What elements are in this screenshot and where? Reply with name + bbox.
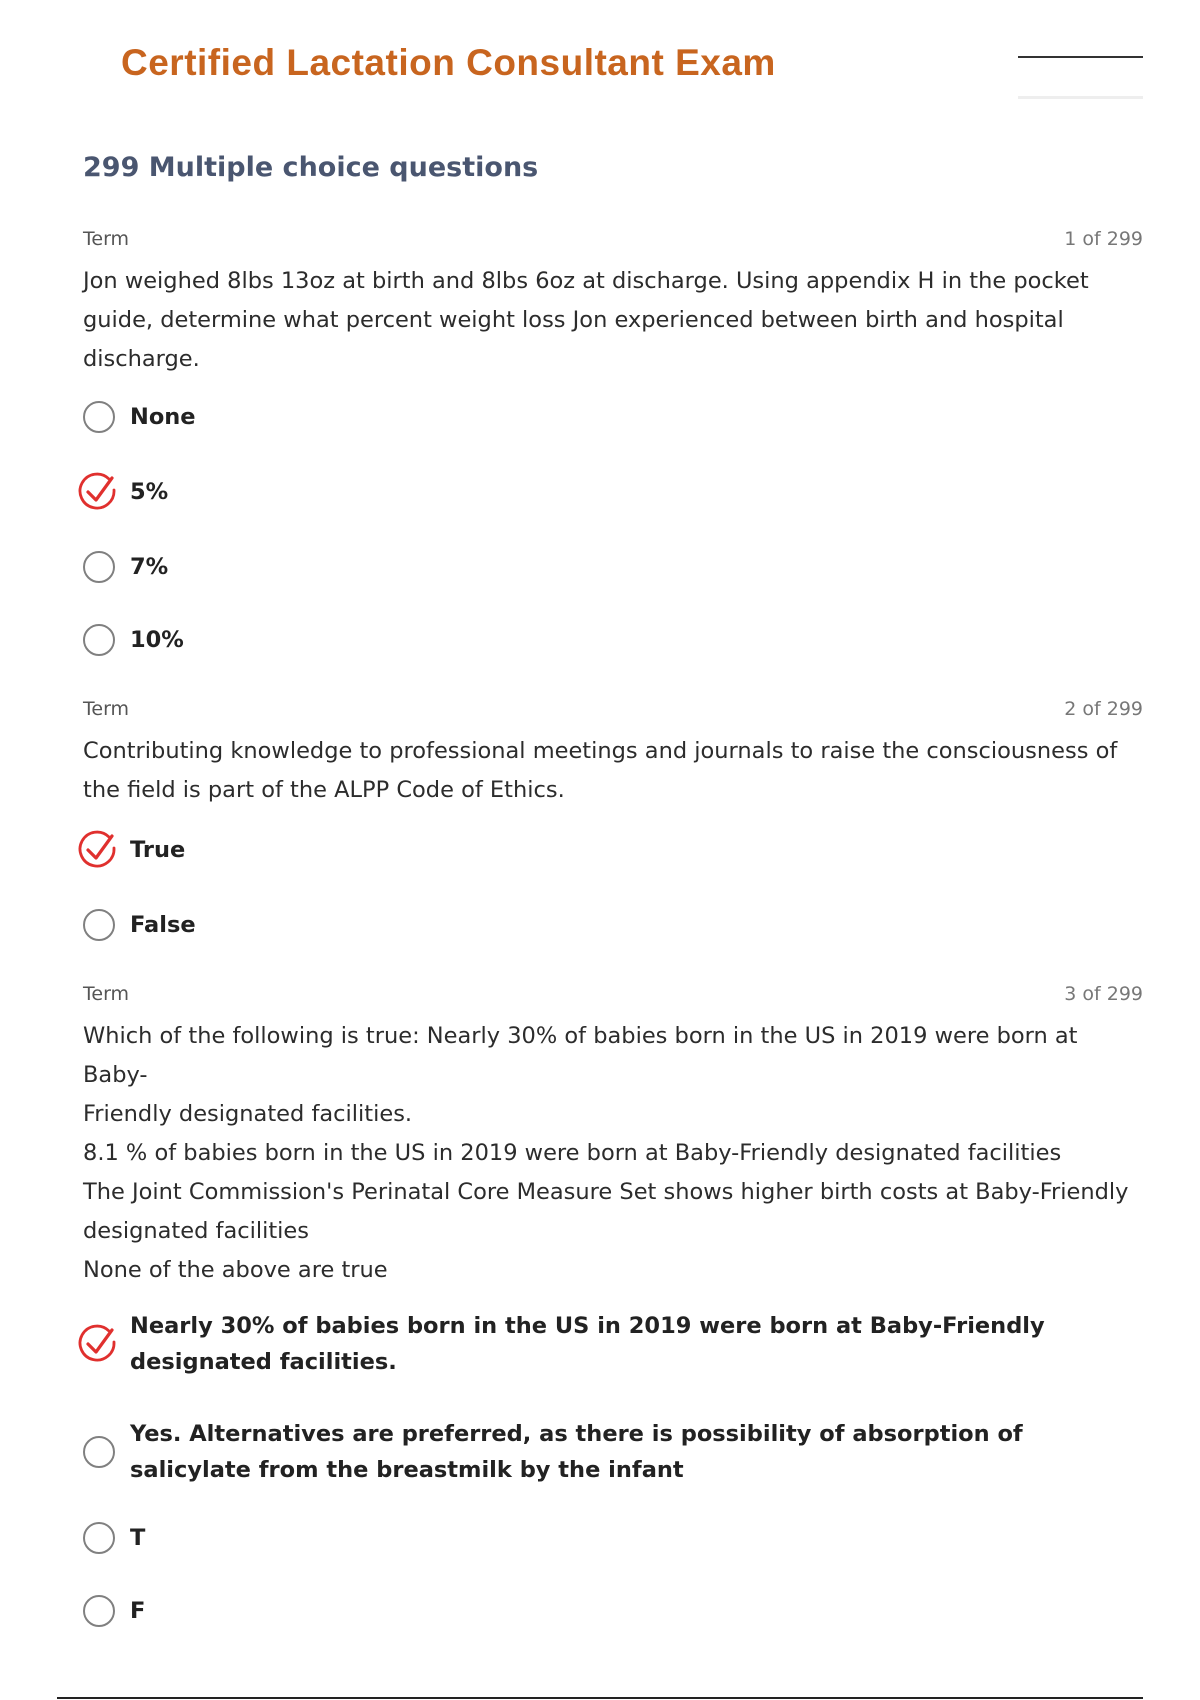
question-line: the field is part of the ALPP Code of Ethics. xyxy=(83,777,565,803)
term-header xyxy=(83,983,1143,1011)
answer-option[interactable] xyxy=(83,1591,1143,1631)
question-card xyxy=(83,228,1143,693)
term-label: Term xyxy=(83,983,130,1005)
question-text xyxy=(83,262,1143,379)
answer-label: 5% xyxy=(130,479,169,505)
radio-empty-icon[interactable] xyxy=(83,624,115,656)
header-divider xyxy=(1018,56,1143,58)
question-count-heading: 299 Multiple choice questions xyxy=(83,152,539,183)
answer-label: 7% xyxy=(130,554,169,580)
answer-option[interactable] xyxy=(83,905,1143,945)
radio-empty-icon[interactable] xyxy=(83,401,115,433)
checkmark-circle-icon[interactable] xyxy=(76,1322,120,1366)
question-line: discharge. xyxy=(83,346,200,372)
question-counter: 1 of 299 xyxy=(1064,228,1143,250)
exam-title: Certified Lactation Consultant Exam xyxy=(121,42,776,83)
question-counter: 3 of 299 xyxy=(1064,983,1143,1005)
answer-option[interactable] xyxy=(83,1416,1143,1488)
answer-option[interactable] xyxy=(83,1518,1143,1558)
answer-label: True xyxy=(130,837,186,863)
radio-empty-icon[interactable] xyxy=(83,1522,115,1554)
question-line: designated facilities xyxy=(83,1218,309,1244)
question-line: Friendly designated facilities. xyxy=(83,1101,413,1127)
answer-option-selected[interactable] xyxy=(83,470,1143,514)
answer-label: 10% xyxy=(130,627,184,653)
answer-option[interactable] xyxy=(83,547,1143,587)
question-line: Contributing knowledge to professional meetings and journals to raise the consciousness of xyxy=(83,738,1118,764)
answer-option-selected[interactable] xyxy=(83,1308,1143,1380)
answer-label: Yes. Alternatives are preferred, as there is possibility of absorption of salicylate from the breastmilk by the infant xyxy=(130,1421,1023,1483)
term-label: Term xyxy=(83,698,130,720)
answer-label: T xyxy=(130,1525,146,1551)
question-text xyxy=(83,1017,1143,1290)
answer-options xyxy=(83,1308,1143,1631)
answer-options xyxy=(83,828,1143,945)
term-header xyxy=(83,698,1143,726)
question-counter: 2 of 299 xyxy=(1064,698,1143,720)
question-line: Jon weighed 8lbs 13oz at birth and 8lbs 6oz at discharge. Using appendix H in the pocket xyxy=(83,268,1089,294)
question-line: None of the above are true xyxy=(83,1257,388,1283)
radio-empty-icon[interactable] xyxy=(83,909,115,941)
answer-label: None xyxy=(130,404,196,430)
checkmark-circle-icon[interactable] xyxy=(76,828,120,872)
answer-label: False xyxy=(130,912,196,938)
term-header xyxy=(83,228,1143,256)
answer-option[interactable] xyxy=(83,397,1143,437)
header-divider-light xyxy=(1018,96,1143,99)
radio-empty-icon[interactable] xyxy=(83,1595,115,1627)
answer-option[interactable] xyxy=(83,620,1143,660)
question-line: 8.1 % of babies born in the US in 2019 were born at Baby-Friendly designated facilities xyxy=(83,1140,1062,1166)
answer-label: F xyxy=(130,1598,146,1624)
question-line: Which of the following is true: Nearly 30% of babies born in the US in 2019 were born at Baby- xyxy=(83,1023,1078,1088)
radio-empty-icon[interactable] xyxy=(83,1436,115,1468)
term-label: Term xyxy=(83,228,130,250)
question-card xyxy=(83,983,1143,1664)
question-line: guide, determine what percent weight loss Jon experienced between birth and hospital xyxy=(83,307,1064,333)
answer-options xyxy=(83,397,1143,660)
question-card xyxy=(83,698,1143,978)
answer-label: Nearly 30% of babies born in the US in 2019 were born at Baby-Friendly designated facilities. xyxy=(130,1313,1045,1375)
question-line: The Joint Commission's Perinatal Core Measure Set shows higher birth costs at Baby-Friendly xyxy=(83,1179,1129,1205)
question-text xyxy=(83,732,1143,810)
checkmark-circle-icon[interactable] xyxy=(76,470,120,514)
footer-divider xyxy=(57,1697,1143,1699)
radio-empty-icon[interactable] xyxy=(83,551,115,583)
answer-option-selected[interactable] xyxy=(83,828,1143,872)
